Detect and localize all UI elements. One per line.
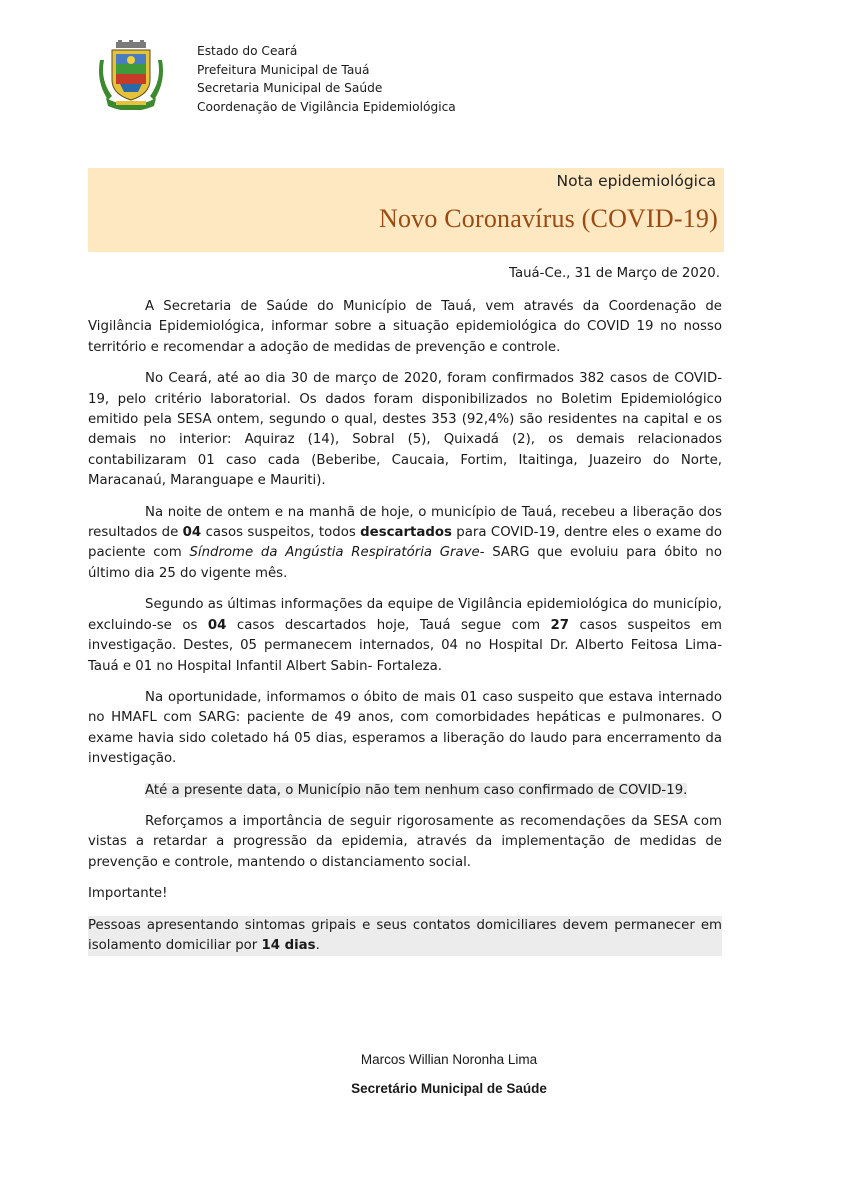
text-segment: Na noite de ontem e na manhã de hoje, o município de Tauá, recebeu a liberação dos resultados de bbox=[88, 504, 722, 541]
paragraph-discarded-cases bbox=[88, 503, 722, 585]
text-segment: . bbox=[315, 937, 320, 953]
text-segment: para COVID-19, dentre eles o exame do paciente com bbox=[88, 525, 722, 561]
document-body bbox=[88, 297, 722, 967]
letterhead-secretariat: Secretaria Municipal de Saúde bbox=[197, 81, 383, 95]
letterhead-prefecture: Prefeitura Municipal de Tauá bbox=[197, 62, 370, 77]
paragraph-no-confirmed bbox=[88, 781, 722, 801]
text-segment: Segundo as últimas informações da equipe de Vigilância epidemiológica do município, excluindo-se os bbox=[88, 597, 722, 633]
signature-role: Secretário Municipal de Saúde bbox=[351, 1081, 547, 1096]
text-segment: - SARG que evoluiu para óbito no último dia 25 do vigente mês. bbox=[88, 545, 722, 581]
text-segment: casos suspeitos em investigação. Destes, 05 permanecem internados, 04 no Hospital Dr. Alberto Feitosa Lima- Tauá e 01 no Hospital Infantil Albert Sabin- Fortaleza. bbox=[88, 617, 722, 674]
paragraph-recommendations: Reforçamos a importância de seguir rigorosamente as recomendações da SESA com vistas a retardar a progressão da epidemia, através da implementação de medidas de prevenção e controle, mantendo o distanciamento social. bbox=[88, 813, 722, 870]
paragraph-death-notice: Na oportunidade, informamos o óbito de mais 01 caso suspeito que estava internado no HMAFL com SARG: paciente de 49 anos, com comorbidades hepáticas e pulmonares. O exame havia sido coletado há 05 dias, esperamos a liberação do laudo para encerramento da investigação. bbox=[88, 689, 722, 767]
text-segment: casos suspeitos, todos bbox=[201, 525, 361, 541]
banner-title: Novo Coronavírus (COVID-19) bbox=[378, 204, 718, 233]
text-segment: casos descartados hoje, Tauá segue com bbox=[226, 617, 551, 633]
italic-syndrome: Síndrome da Angústia Respiratória Grave bbox=[189, 545, 480, 561]
letterhead-state: Estado do Ceará bbox=[197, 44, 298, 58]
bold-discarded: descartados bbox=[360, 525, 452, 541]
important-heading: Importante! bbox=[88, 886, 168, 902]
banner-subtitle: Nota epidemiológica bbox=[556, 172, 716, 190]
highlighted-statement: Até a presente data, o Município não tem nenhum caso confirmado de COVID-19. bbox=[145, 782, 688, 798]
bold-count: 04 bbox=[207, 617, 227, 633]
paragraph-intro: A Secretaria de Saúde do Município de Tauá, vem através da Coordenação de Vigilância Epidemiológica, informar sobre a situação epidemiológica do COVID 19 no nosso território e recomendar a adoção de medidas de prevenção e controle. bbox=[88, 299, 722, 355]
letterhead-coordination: Coordenação de Vigilância Epidemiológica bbox=[197, 99, 456, 114]
document-date: Tauá-Ce., 31 de Março de 2020. bbox=[509, 266, 720, 281]
title-banner bbox=[88, 168, 724, 252]
paragraph-suspected-cases bbox=[88, 595, 722, 677]
text-segment: Pessoas apresentando sintomas gripais e seus contatos domiciliares devem permanecer em isolamento domiciliar por bbox=[88, 917, 722, 953]
bold-count: 04 bbox=[182, 525, 202, 541]
signature-name: Marcos Willian Noronha Lima bbox=[360, 1052, 538, 1067]
bold-isolation-days: 14 dias bbox=[261, 937, 316, 953]
bold-suspected-count: 27 bbox=[550, 617, 570, 633]
paragraph-isolation-advice bbox=[88, 916, 722, 957]
paragraph-ceara-cases: No Ceará, até ao dia 30 de março de 2020, foram confirmados 382 casos de COVID-19, pelo critério laboratorial. Os dados foram disponibilizados no Boletim Epidemiológico emitido pela SESA ontem, segundo o qual, destes 353 (92,4%) são residentes na capital e os demais no interior: Aquiraz (14), Sobral (5), Quixadá (2), os demais relacionados contabilizaram 01 caso cada (Beberibe, Caucaia, Fortim, Itaitinga, Juazeiro do Norte, Maracanaú, Maranguape e Mauriti). bbox=[88, 371, 722, 489]
municipal-coat-of-arms-icon bbox=[98, 40, 164, 110]
letterhead bbox=[197, 42, 456, 116]
